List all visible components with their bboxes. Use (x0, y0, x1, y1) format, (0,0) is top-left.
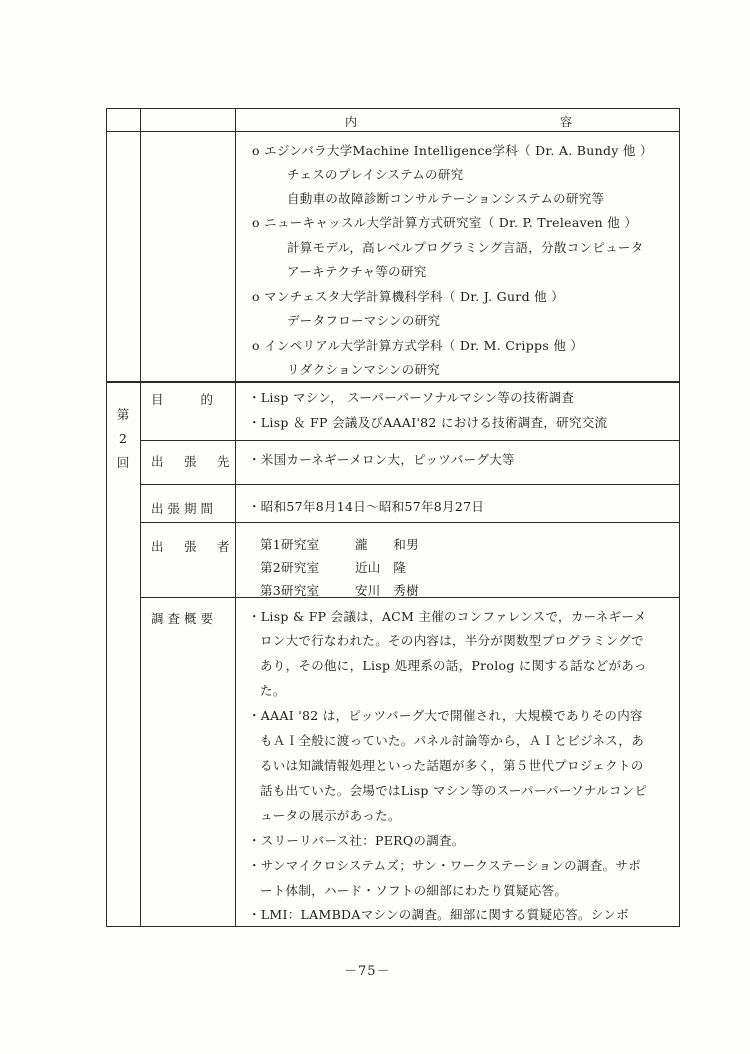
traveler-name: 安川 秀樹 (355, 583, 420, 598)
period-label: 出張期間 (151, 501, 218, 516)
row-divider-3 (140, 522, 680, 523)
purpose-label: 目 的 (151, 392, 218, 407)
purpose-line: ・Lisp ＆ FP 会議及びAAAI'82 における技術調査，研究交流 (248, 415, 608, 430)
header-label-right: 容 (560, 115, 573, 129)
summary-line: もＡＩ全般に渡っていた。パネル討論等から，ＡＩとビジネス，あ (260, 733, 645, 748)
section1-line: リダクションマシンの研究 (287, 362, 441, 377)
summary-line: た。 (260, 683, 286, 698)
section1-line: o マンチェスタ大学計算機科学科（ Dr. J. Gurd 他 ） (252, 289, 565, 304)
table-border-right (679, 108, 680, 926)
section1-line: 計算モデル，高レベルプログラミング言語，分散コンピュータ (287, 240, 644, 255)
header-label-left: 内 (345, 115, 358, 129)
session-char: 第 (116, 407, 130, 422)
summary-line: 話も出ていた。会場ではLisp マシン等のスーパーパーソナルコンピ (260, 783, 648, 798)
traveler-lab: 第3研究室 (260, 583, 320, 598)
summary-line: ・LMI：LAMBDAマシンの調査。細部に関する質疑応答。シンボ (248, 907, 629, 922)
column-divider-2 (235, 108, 236, 926)
section1-line: チェスのプレイシステムの研究 (287, 167, 464, 182)
travelers-label: 出 張 者 (151, 539, 234, 554)
summary-line: ュータの展示があった。 (260, 808, 401, 823)
session-label (116, 405, 130, 473)
page-number: －75－ (344, 964, 391, 979)
traveler-lab: 第2研究室 (260, 560, 320, 575)
purpose-line: ・Lisp マシン， スーパーパーソナルマシン等の技術調査 (248, 390, 575, 405)
section1-line: 自動車の故障診断コンサルテーションシステムの研究等 (287, 191, 605, 206)
table-border-top (106, 108, 680, 109)
destination-line: ・米国カーネギーメロン大，ピッツバーグ大等 (248, 452, 515, 467)
column-divider-1 (140, 108, 141, 926)
section1-line: アーキテクチャ等の研究 (287, 264, 427, 279)
section1-line: o インペリアル大学計算方式学科（ Dr. M. Cripps 他 ） (252, 338, 584, 353)
summary-line: ・AAAI '82 は，ピッツバーグ大で開催され，大規模でありその内容 (248, 708, 643, 723)
section-divider (106, 381, 680, 383)
section1-line: データフローマシンの研究 (287, 313, 441, 328)
header-divider (106, 131, 680, 132)
summary-line: あり，その他に，Lisp 処理系の話，Prolog に関する話などがあっ (260, 658, 647, 673)
table-border-bottom (106, 926, 680, 927)
row-divider-2 (140, 484, 680, 485)
summary-line: ・スリーリバース社：PERQの調査。 (248, 833, 465, 848)
session-char: 2 (119, 431, 127, 446)
session-char: 回 (116, 455, 130, 470)
traveler-name: 近山 隆 (355, 560, 407, 575)
summary-line: ロン大で行なわれた。その内容は，半分が関数型プログラミングで (260, 633, 644, 648)
period-line: ・昭和57年8月14日～昭和57年8月27日 (248, 499, 485, 514)
traveler-name: 瀧 和男 (355, 537, 420, 552)
traveler-lab: 第1研究室 (260, 537, 320, 552)
row-divider-1 (140, 440, 680, 441)
table-border-left (106, 108, 107, 926)
summary-line: ート体制，ハード・ソフトの細部にわたり質疑応答。 (260, 883, 568, 898)
section1-line: o ニューキャッスル大学計算方式研究室（ Dr. P. Treleaven 他 ） (252, 215, 638, 230)
destination-label: 出 張 先 (151, 454, 234, 469)
section1-line: o エジンバラ大学Machine Intelligence学科（ Dr. A. Bundy 他 ） (252, 143, 653, 158)
summary-line: ・サンマイクロシステムズ；サン・ワークステーションの調査。サポ (248, 858, 641, 873)
summary-line: ・Lisp & FP 会議は，ACM 主催のコンファレンスで，カーネギーメ (248, 609, 647, 624)
summary-line: るいは知識情報処理といった話題が多く，第５世代プロジェクトの (260, 758, 644, 773)
summary-label: 調査概要 (151, 611, 218, 626)
